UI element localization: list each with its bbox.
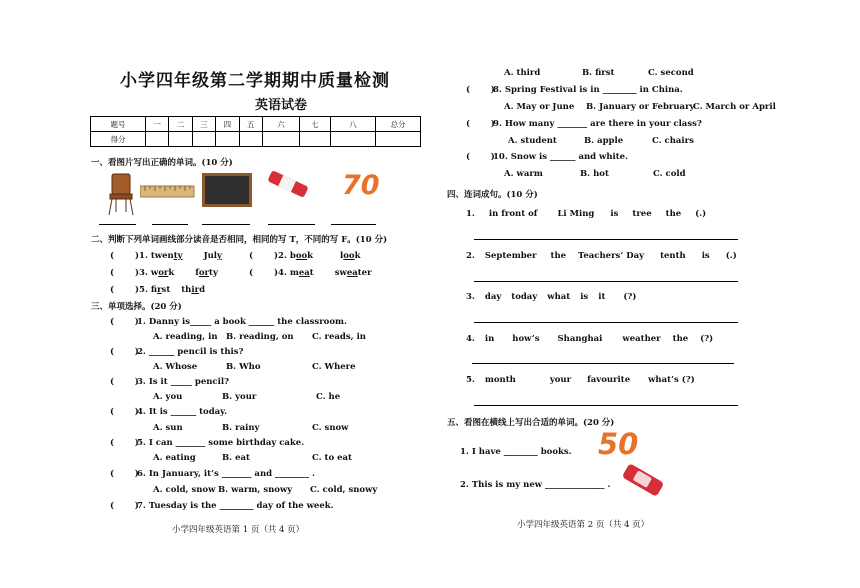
- mcq-option: B. first: [582, 68, 615, 78]
- mcq-option: A. cold, snow: [153, 485, 216, 495]
- score-header-cell: 五: [239, 117, 262, 132]
- section-4-heading: 四、连词成句。(10 分): [447, 190, 538, 200]
- mcq-question: 6. In January, it’s _______ and ________ .: [137, 469, 315, 479]
- score-header-cell: 七: [300, 117, 331, 132]
- mcq-paren[interactable]: ( ): [110, 438, 139, 448]
- mcq-question: 8. Spring Festival is in ________ in China.: [493, 85, 683, 95]
- answer-line[interactable]: [99, 224, 136, 225]
- section-1-heading: 一、看图片写出正确的单词。(10 分): [91, 158, 233, 168]
- mcq-option: B. reading, on: [226, 332, 294, 342]
- mcq-option: A. you: [153, 392, 183, 402]
- mcq-question: 10. Snow is ______ and white.: [493, 152, 629, 162]
- mcq-option: B. hot: [580, 169, 609, 179]
- mcq-question: 7. Tuesday is the ________ day of the week.: [137, 501, 334, 511]
- sentence-scramble-5: 5. month your favourite what’s (?): [466, 375, 695, 385]
- sentence-scramble-4: 4. in how’s Shanghai weather the (?): [466, 334, 714, 344]
- sentence-scramble-2: 2. September the Teachers’ Day tenth is (.): [466, 251, 737, 261]
- score-cell[interactable]: [376, 132, 421, 147]
- score-header-cell: 四: [216, 117, 239, 132]
- score-header-cell: 二: [169, 117, 192, 132]
- mcq-option: C. cold, snowy: [310, 485, 378, 495]
- mcq-option: A. third: [504, 68, 541, 78]
- score-header-cell: 一: [146, 117, 169, 132]
- mcq-option: C. chairs: [652, 136, 694, 146]
- mcq-option: C. snow: [312, 423, 349, 433]
- mcq-option: A. sun: [153, 423, 183, 433]
- score-header-cell: 题号: [91, 117, 146, 132]
- answer-line[interactable]: [268, 224, 315, 225]
- sentence-scramble-3: 3. day today what is it (?): [466, 292, 637, 302]
- blackboard-picture: [202, 173, 252, 207]
- mcq-question: 9. How many _______ are there in your class?: [493, 119, 702, 129]
- eraser-picture: [620, 462, 666, 498]
- number-fifty-picture: 50: [598, 427, 639, 461]
- mcq-option: B. apple: [584, 136, 624, 146]
- mcq-option: C. reads, in: [312, 332, 366, 342]
- mcq-option: B. your: [222, 392, 257, 402]
- mcq-paren[interactable]: ( ): [110, 469, 139, 479]
- mcq-question: 4. It is ______ today.: [137, 407, 228, 417]
- mcq-option: B. January or February: [586, 102, 695, 112]
- mcq-question: 2. ______ pencil is this?: [137, 347, 244, 357]
- score-cell[interactable]: [331, 132, 376, 147]
- chair-picture: [104, 172, 138, 216]
- score-table: [90, 116, 421, 147]
- number-seventy-picture: 70: [342, 170, 380, 201]
- score-cell[interactable]: [192, 132, 215, 147]
- eraser-picture: [264, 170, 312, 198]
- score-cell[interactable]: [169, 132, 192, 147]
- mcq-question: 5. I can _______ some birthday cake.: [137, 438, 305, 448]
- mcq-option: C. he: [316, 392, 341, 402]
- mcq-paren[interactable]: ( ): [110, 377, 139, 387]
- mcq-paren[interactable]: ( ): [110, 501, 139, 511]
- page-footer-left: 小学四年级英语第 1 页（共 4 页）: [172, 525, 305, 535]
- score-cell[interactable]: [239, 132, 262, 147]
- score-table-header-row: [91, 117, 421, 132]
- score-table-score-row: [91, 132, 421, 147]
- mcq-option: C. second: [648, 68, 694, 78]
- answer-line[interactable]: [474, 281, 738, 282]
- mcq-paren[interactable]: ( ): [466, 119, 495, 129]
- score-header-cell: 六: [263, 117, 300, 132]
- mcq-option: C. to eat: [312, 453, 352, 463]
- mcq-option: A. student: [508, 136, 557, 146]
- mcq-question: 1. Danny is_____ a book ______ the classroom.: [137, 317, 347, 327]
- answer-line[interactable]: [331, 224, 376, 225]
- answer-line[interactable]: [472, 363, 734, 364]
- phonics-item-3: ( )3. work forty: [110, 268, 218, 278]
- mcq-option: A. May or June: [504, 102, 575, 112]
- sentence-scramble-1: 1. in front of Li Ming is tree the (.): [466, 209, 707, 219]
- score-header-cell: 八: [331, 117, 376, 132]
- mcq-paren[interactable]: ( ): [110, 347, 139, 357]
- answer-line[interactable]: [474, 405, 738, 406]
- mcq-option: A. warm: [504, 169, 543, 179]
- answer-line[interactable]: [474, 322, 738, 323]
- exam-title: 小学四年级第二学期期中质量检测: [120, 71, 390, 91]
- answer-line[interactable]: [152, 224, 188, 225]
- mcq-option: B. warm, snowy: [218, 485, 293, 495]
- mcq-option: C. Where: [312, 362, 356, 372]
- mcq-paren[interactable]: ( ): [466, 85, 495, 95]
- score-row-label: 得分: [91, 132, 146, 147]
- ruler-picture: [140, 185, 195, 199]
- answer-line[interactable]: [202, 224, 250, 225]
- mcq-option: C. March or April: [693, 102, 776, 112]
- mcq-question: 3. Is it _____ pencil?: [137, 377, 230, 387]
- mcq-paren[interactable]: ( ): [466, 152, 495, 162]
- phonics-item-2: ( )2. book look: [249, 251, 361, 261]
- phonics-item-1: ( )1. twenty July: [110, 251, 222, 261]
- score-cell[interactable]: [216, 132, 239, 147]
- mcq-option: B. rainy: [222, 423, 260, 433]
- fill-blank-2: 2. This is my new ______________ .: [460, 480, 611, 490]
- section-5-heading: 五、看图在横线上写出合适的单词。(20 分): [447, 418, 615, 428]
- mcq-option: B. eat: [222, 453, 250, 463]
- mcq-option: C. cold: [653, 169, 686, 179]
- mcq-paren[interactable]: ( ): [110, 317, 139, 327]
- score-header-cell: 总分: [376, 117, 421, 132]
- page-footer-right: 小学四年级英语第 2 页（共 4 页）: [517, 520, 650, 530]
- phonics-item-5: ( )5. first third: [110, 285, 206, 295]
- mcq-option: B. Who: [226, 362, 261, 372]
- score-cell[interactable]: [146, 132, 169, 147]
- score-cell[interactable]: [263, 132, 300, 147]
- score-cell[interactable]: [300, 132, 331, 147]
- score-header-cell: 三: [192, 117, 215, 132]
- section-2-heading: 二、判断下列单词画线部分读音是否相同，相同的写 T，不同的写 F。(10 分): [91, 235, 388, 245]
- answer-line[interactable]: [474, 239, 738, 240]
- mcq-option: A. reading, in: [153, 332, 218, 342]
- exam-subtitle: 英语试卷: [255, 98, 308, 113]
- phonics-item-4: ( )4. meat sweater: [249, 268, 372, 278]
- mcq-option: A. eating: [153, 453, 196, 463]
- section-3-heading: 三、单项选择。(20 分): [91, 302, 182, 312]
- mcq-option: A. Whose: [153, 362, 198, 372]
- mcq-paren[interactable]: ( ): [110, 407, 139, 417]
- fill-blank-1: 1. I have ________ books.: [460, 447, 572, 457]
